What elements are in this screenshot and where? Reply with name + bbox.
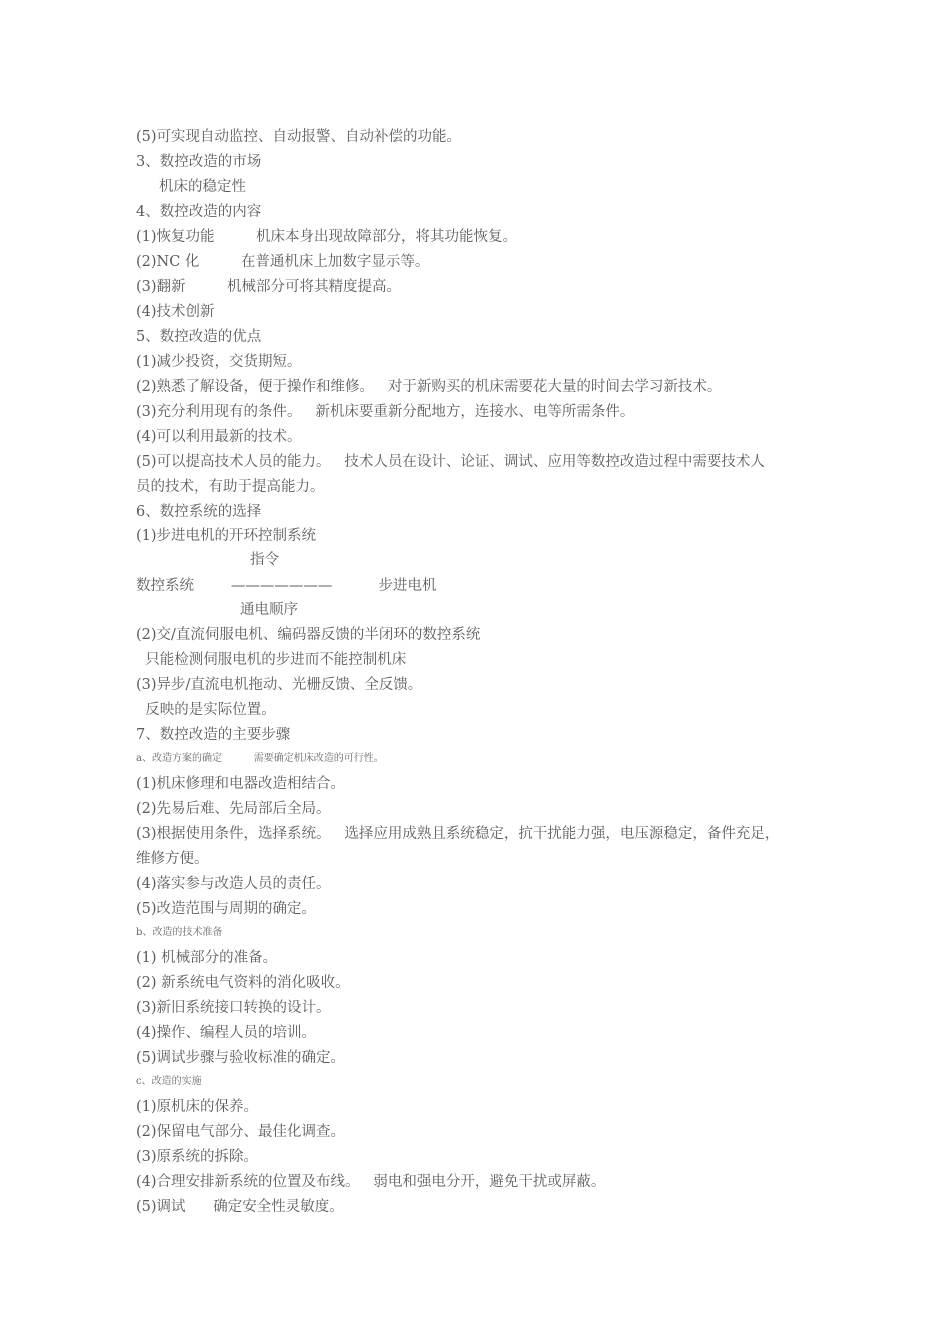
section-heading: 7、数控改造的主要步骤 bbox=[136, 727, 291, 743]
text-line: 只能检测伺服电机的步进而不能控制机床 bbox=[136, 652, 407, 668]
section-heading: 6、数控系统的选择 bbox=[136, 504, 262, 520]
text-line: (3)根据使用条件，选择系统。 选择应用成熟且系统稳定，抗干扰能力强，电压源稳定，备件充足， bbox=[136, 826, 780, 842]
text-line: (5)可以提高技术人员的能力。 技术人员在设计、论证、调试、应用等数控改造过程中需要技术人 bbox=[136, 454, 765, 470]
text-line: (2)保留电气部分、最佳化调查。 bbox=[136, 1124, 346, 1140]
text-line: (1)步进电机的开环控制系统 bbox=[136, 528, 317, 544]
text-line: (3)原系统的拆除。 bbox=[136, 1149, 259, 1165]
subsection-heading: a、改造方案的确定 需要确定机床改造的可行性。 bbox=[136, 753, 384, 764]
text-line: (2) 新系统电气资料的消化吸收。 bbox=[136, 975, 350, 991]
text-line: (5)可实现自动监控、自动报警、自动补偿的功能。 bbox=[136, 129, 462, 145]
subsection-heading: b、改造的技术准备 bbox=[136, 927, 223, 938]
text-line: 反映的是实际位置。 bbox=[136, 702, 276, 718]
text-line: (2)熟悉了解设备，便于操作和维修。 对于新购买的机床需要花大量的时间去学习新技术。 bbox=[136, 379, 722, 395]
section-heading: 4、数控改造的内容 bbox=[136, 204, 262, 220]
text-line: (1) 机械部分的准备。 bbox=[136, 950, 278, 966]
text-line: (4)落实参与改造人员的责任。 bbox=[136, 876, 331, 892]
section-heading: 3、数控改造的市场 bbox=[136, 154, 262, 170]
text-line: (4)可以利用最新的技术。 bbox=[136, 429, 302, 445]
text-line: (3)新旧系统接口转换的设计。 bbox=[136, 1000, 331, 1016]
section-heading: 5、数控改造的优点 bbox=[136, 329, 262, 345]
text-line: (1)机床修理和电器改造相结合。 bbox=[136, 776, 346, 792]
text-line: (3)翻新 机械部分可将其精度提高。 bbox=[136, 279, 402, 295]
diagram-label-command: 指令 bbox=[250, 552, 279, 568]
text-line: (3)异步/直流电机拖动、光栅反馈、全反馈。 bbox=[136, 677, 423, 693]
text-line: (4)技术创新 bbox=[136, 304, 215, 320]
text-line: (4)合理安排新系统的位置及布线。 弱电和强电分开，避免干扰或屏蔽。 bbox=[136, 1174, 606, 1190]
text-line: (3)充分利用现有的条件。 新机床要重新分配地方，连接水、电等所需条件。 bbox=[136, 404, 635, 420]
diagram-label-sequence: 通电顺序 bbox=[240, 602, 298, 618]
text-line: 员的技术，有助于提高能力。 bbox=[136, 479, 325, 495]
subsection-heading: c、改造的实施 bbox=[136, 1076, 202, 1087]
text-line: 维修方便。 bbox=[136, 851, 209, 867]
text-line: (1)原机床的保养。 bbox=[136, 1099, 259, 1115]
text-line: (5)改造范围与周期的确定。 bbox=[136, 901, 317, 917]
text-line: (4)操作、编程人员的培训。 bbox=[136, 1025, 317, 1041]
text-line: (5)调试 确定安全性灵敏度。 bbox=[136, 1199, 344, 1215]
diagram-line: 数控系统 ——————— 步进电机 bbox=[136, 578, 437, 594]
text-line: 机床的稳定性 bbox=[136, 179, 247, 195]
text-line: (1)恢复功能 机床本身出现故障部分，将其功能恢复。 bbox=[136, 229, 518, 245]
text-line: (1)减少投资，交货期短。 bbox=[136, 354, 302, 370]
text-line: (2)先易后难、先局部后全局。 bbox=[136, 801, 331, 817]
text-line: (5)调试步骤与验收标准的确定。 bbox=[136, 1050, 346, 1066]
text-line: (2)交/直流伺服电机、编码器反馈的半闭环的数控系统 bbox=[136, 627, 481, 643]
text-line: (2)NC 化 在普通机床上加数字显示等。 bbox=[136, 254, 430, 270]
